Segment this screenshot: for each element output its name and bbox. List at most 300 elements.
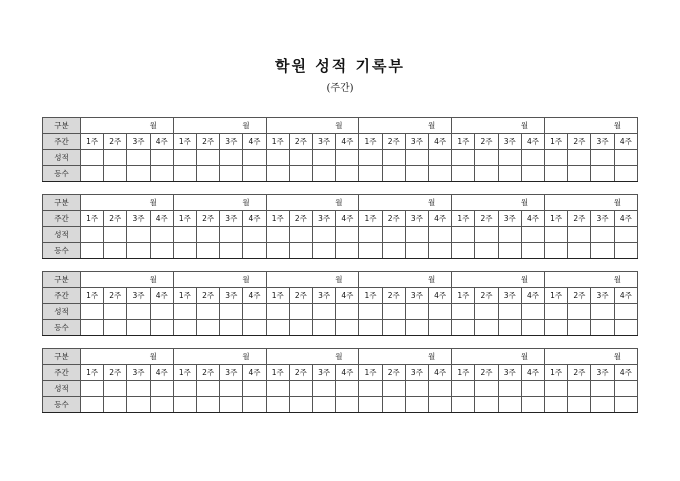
grade-cell[interactable] xyxy=(521,381,544,397)
week-cell: 3주 xyxy=(313,288,336,304)
grade-cell[interactable] xyxy=(452,150,475,166)
category-label: 구분 xyxy=(43,272,81,288)
rank-cell[interactable] xyxy=(405,397,428,413)
rank-cell[interactable] xyxy=(498,320,521,336)
week-cell: 3주 xyxy=(405,134,428,150)
week-cell: 3주 xyxy=(405,365,428,381)
grade-cell[interactable] xyxy=(220,304,243,320)
grade-cell[interactable] xyxy=(289,381,312,397)
rank-cell[interactable] xyxy=(336,320,359,336)
week-cell: 2주 xyxy=(382,211,405,227)
rank-cell[interactable] xyxy=(313,243,336,259)
month-cell[interactable]: 월 xyxy=(359,195,452,211)
grade-label: 성적 xyxy=(43,227,81,243)
week-cell: 1주 xyxy=(452,288,475,304)
grade-cell[interactable] xyxy=(243,304,266,320)
rank-cell[interactable] xyxy=(429,166,452,182)
grade-cell[interactable] xyxy=(405,150,428,166)
rank-cell[interactable] xyxy=(452,320,475,336)
week-cell: 1주 xyxy=(545,365,568,381)
rank-cell[interactable] xyxy=(243,166,266,182)
rank-cell[interactable] xyxy=(429,397,452,413)
grade-cell[interactable] xyxy=(498,381,521,397)
week-cell: 2주 xyxy=(568,134,591,150)
grade-cell[interactable] xyxy=(521,304,544,320)
grade-cell[interactable] xyxy=(243,381,266,397)
month-cell[interactable]: 월 xyxy=(173,349,266,365)
month-cell[interactable]: 월 xyxy=(81,349,174,365)
rank-cell[interactable] xyxy=(266,397,289,413)
month-cell[interactable]: 월 xyxy=(452,195,545,211)
week-cell: 2주 xyxy=(104,211,127,227)
week-cell: 4주 xyxy=(614,211,637,227)
grade-cell[interactable] xyxy=(127,381,150,397)
month-cell[interactable]: 월 xyxy=(545,118,638,134)
rank-cell[interactable] xyxy=(405,243,428,259)
grade-cell[interactable] xyxy=(521,150,544,166)
rank-cell[interactable] xyxy=(429,243,452,259)
week-cell: 4주 xyxy=(336,134,359,150)
rank-cell[interactable] xyxy=(475,166,498,182)
rank-cell[interactable] xyxy=(545,166,568,182)
week-cell: 3주 xyxy=(591,288,614,304)
rank-cell[interactable] xyxy=(545,320,568,336)
grade-cell[interactable] xyxy=(452,381,475,397)
grade-cell[interactable] xyxy=(568,304,591,320)
rank-cell[interactable] xyxy=(452,397,475,413)
rank-cell[interactable] xyxy=(104,166,127,182)
week-cell: 2주 xyxy=(568,288,591,304)
week-cell: 1주 xyxy=(266,211,289,227)
rank-cell[interactable] xyxy=(197,320,220,336)
rank-cell[interactable] xyxy=(173,397,196,413)
rank-cell[interactable] xyxy=(127,166,150,182)
grade-cell[interactable] xyxy=(104,304,127,320)
rank-cell[interactable] xyxy=(591,166,614,182)
rank-cell[interactable] xyxy=(173,320,196,336)
week-cell: 3주 xyxy=(498,288,521,304)
month-cell[interactable]: 월 xyxy=(81,272,174,288)
month-cell[interactable]: 월 xyxy=(545,195,638,211)
rank-cell[interactable] xyxy=(289,320,312,336)
grade-cell[interactable] xyxy=(220,227,243,243)
rank-cell[interactable] xyxy=(591,243,614,259)
rank-cell[interactable] xyxy=(336,397,359,413)
category-label: 구분 xyxy=(43,349,81,365)
month-cell[interactable]: 월 xyxy=(266,349,359,365)
week-cell: 1주 xyxy=(266,365,289,381)
grade-cell[interactable] xyxy=(173,227,196,243)
rank-cell[interactable] xyxy=(521,166,544,182)
rank-cell[interactable] xyxy=(197,243,220,259)
week-cell: 1주 xyxy=(359,288,382,304)
week-cell: 2주 xyxy=(475,365,498,381)
week-cell: 2주 xyxy=(289,288,312,304)
week-cell: 3주 xyxy=(127,288,150,304)
rank-cell[interactable] xyxy=(405,166,428,182)
grade-cell[interactable] xyxy=(382,304,405,320)
grade-cell[interactable] xyxy=(591,227,614,243)
grade-cell[interactable] xyxy=(220,150,243,166)
week-cell: 2주 xyxy=(475,134,498,150)
grade-cell[interactable] xyxy=(382,381,405,397)
grade-cell[interactable] xyxy=(475,304,498,320)
grade-label: 성적 xyxy=(43,381,81,397)
week-cell: 4주 xyxy=(429,288,452,304)
rank-cell[interactable] xyxy=(521,320,544,336)
grade-cell[interactable] xyxy=(81,227,104,243)
rank-cell[interactable] xyxy=(382,166,405,182)
grade-cell[interactable] xyxy=(475,381,498,397)
week-cell: 2주 xyxy=(475,288,498,304)
grade-cell[interactable] xyxy=(197,150,220,166)
week-cell: 4주 xyxy=(336,365,359,381)
month-cell[interactable]: 월 xyxy=(266,195,359,211)
grade-cell[interactable] xyxy=(382,227,405,243)
rank-cell[interactable] xyxy=(498,397,521,413)
grade-cell[interactable] xyxy=(568,381,591,397)
grade-cell[interactable] xyxy=(614,381,637,397)
grade-cell[interactable] xyxy=(336,150,359,166)
rank-cell[interactable] xyxy=(452,243,475,259)
week-cell: 4주 xyxy=(336,211,359,227)
rank-cell[interactable] xyxy=(313,397,336,413)
week-cell: 1주 xyxy=(359,365,382,381)
month-cell[interactable]: 월 xyxy=(359,272,452,288)
week-cell: 1주 xyxy=(359,134,382,150)
rank-cell[interactable] xyxy=(614,243,637,259)
grade-cell[interactable] xyxy=(220,381,243,397)
rank-cell[interactable] xyxy=(452,166,475,182)
week-cell: 3주 xyxy=(313,365,336,381)
rank-cell[interactable] xyxy=(568,397,591,413)
week-cell: 1주 xyxy=(452,211,475,227)
week-cell: 2주 xyxy=(382,134,405,150)
grade-cell[interactable] xyxy=(150,150,173,166)
week-cell: 3주 xyxy=(498,134,521,150)
week-cell: 3주 xyxy=(127,134,150,150)
rank-cell[interactable] xyxy=(150,243,173,259)
week-cell: 1주 xyxy=(452,365,475,381)
grade-cell[interactable] xyxy=(104,150,127,166)
grade-cell[interactable] xyxy=(591,304,614,320)
grade-cell[interactable] xyxy=(591,150,614,166)
week-cell: 4주 xyxy=(243,365,266,381)
week-cell: 1주 xyxy=(173,211,196,227)
rank-cell[interactable] xyxy=(475,320,498,336)
rank-cell[interactable] xyxy=(150,166,173,182)
rank-cell[interactable] xyxy=(266,166,289,182)
grade-cell[interactable] xyxy=(591,381,614,397)
week-cell: 1주 xyxy=(545,288,568,304)
grade-cell[interactable] xyxy=(127,304,150,320)
week-cell: 2주 xyxy=(104,134,127,150)
grade-cell[interactable] xyxy=(475,150,498,166)
month-cell[interactable]: 월 xyxy=(266,118,359,134)
grade-cell[interactable] xyxy=(289,227,312,243)
grade-cell[interactable] xyxy=(81,304,104,320)
grade-cell[interactable] xyxy=(266,227,289,243)
month-cell[interactable]: 월 xyxy=(545,349,638,365)
rank-cell[interactable] xyxy=(614,397,637,413)
grade-cell[interactable] xyxy=(104,227,127,243)
grade-cell[interactable] xyxy=(266,381,289,397)
grade-cell[interactable] xyxy=(405,227,428,243)
rank-cell[interactable] xyxy=(313,320,336,336)
grade-cell[interactable] xyxy=(266,304,289,320)
rank-cell[interactable] xyxy=(220,243,243,259)
week-cell: 4주 xyxy=(521,211,544,227)
rank-cell[interactable] xyxy=(568,243,591,259)
rank-cell[interactable] xyxy=(591,320,614,336)
month-cell[interactable]: 월 xyxy=(266,272,359,288)
rank-cell[interactable] xyxy=(266,243,289,259)
rank-label: 등수 xyxy=(43,397,81,413)
week-label: 주간 xyxy=(43,211,81,227)
week-cell: 3주 xyxy=(405,211,428,227)
month-cell[interactable]: 월 xyxy=(359,118,452,134)
rank-cell[interactable] xyxy=(475,397,498,413)
grade-cell[interactable] xyxy=(405,304,428,320)
week-cell: 1주 xyxy=(545,211,568,227)
rank-cell[interactable] xyxy=(289,166,312,182)
rank-cell[interactable] xyxy=(382,397,405,413)
week-cell: 1주 xyxy=(359,211,382,227)
week-cell: 1주 xyxy=(81,211,104,227)
month-cell[interactable]: 월 xyxy=(452,272,545,288)
grade-cell[interactable] xyxy=(197,227,220,243)
grade-cell[interactable] xyxy=(521,227,544,243)
grade-cell[interactable] xyxy=(243,227,266,243)
rank-cell[interactable] xyxy=(197,397,220,413)
grade-cell[interactable] xyxy=(289,304,312,320)
rank-cell[interactable] xyxy=(220,397,243,413)
grade-cell[interactable] xyxy=(429,150,452,166)
grade-cell[interactable] xyxy=(475,227,498,243)
grade-cell[interactable] xyxy=(498,304,521,320)
rank-cell[interactable] xyxy=(498,166,521,182)
grade-cell[interactable] xyxy=(359,227,382,243)
rank-cell[interactable] xyxy=(405,320,428,336)
rank-cell[interactable] xyxy=(266,320,289,336)
rank-cell[interactable] xyxy=(568,166,591,182)
grade-cell[interactable] xyxy=(104,381,127,397)
rank-cell[interactable] xyxy=(104,243,127,259)
week-cell: 2주 xyxy=(104,288,127,304)
rank-cell[interactable] xyxy=(127,320,150,336)
week-cell: 4주 xyxy=(521,134,544,150)
week-cell: 2주 xyxy=(568,211,591,227)
grade-cell[interactable] xyxy=(545,227,568,243)
rank-label: 등수 xyxy=(43,243,81,259)
grade-cell[interactable] xyxy=(313,381,336,397)
rank-cell[interactable] xyxy=(429,320,452,336)
week-label: 주간 xyxy=(43,288,81,304)
week-cell: 3주 xyxy=(591,365,614,381)
week-cell: 2주 xyxy=(568,365,591,381)
grade-cell[interactable] xyxy=(429,381,452,397)
week-cell: 1주 xyxy=(452,134,475,150)
grade-cell[interactable] xyxy=(498,150,521,166)
rank-cell[interactable] xyxy=(591,397,614,413)
grade-cell[interactable] xyxy=(614,227,637,243)
rank-cell[interactable] xyxy=(545,397,568,413)
month-cell[interactable]: 월 xyxy=(452,349,545,365)
grade-cell[interactable] xyxy=(173,381,196,397)
rank-cell[interactable] xyxy=(568,320,591,336)
rank-cell[interactable] xyxy=(150,320,173,336)
grade-cell[interactable] xyxy=(405,381,428,397)
rank-cell[interactable] xyxy=(243,397,266,413)
rank-cell[interactable] xyxy=(614,320,637,336)
grade-cell[interactable] xyxy=(197,304,220,320)
week-cell: 4주 xyxy=(150,288,173,304)
week-cell: 3주 xyxy=(127,365,150,381)
grade-cell[interactable] xyxy=(614,150,637,166)
grade-cell[interactable] xyxy=(336,381,359,397)
grade-cell[interactable] xyxy=(382,150,405,166)
grade-cell[interactable] xyxy=(197,381,220,397)
grade-cell[interactable] xyxy=(452,227,475,243)
grade-cell[interactable] xyxy=(173,150,196,166)
rank-cell[interactable] xyxy=(104,397,127,413)
rank-label: 등수 xyxy=(43,320,81,336)
week-cell: 2주 xyxy=(289,365,312,381)
rank-cell[interactable] xyxy=(336,166,359,182)
grade-cell[interactable] xyxy=(545,304,568,320)
rank-cell[interactable] xyxy=(313,166,336,182)
grade-cell[interactable] xyxy=(150,227,173,243)
rank-cell[interactable] xyxy=(336,243,359,259)
rank-cell[interactable] xyxy=(498,243,521,259)
week-cell: 4주 xyxy=(150,365,173,381)
rank-cell[interactable] xyxy=(127,243,150,259)
rank-cell[interactable] xyxy=(521,397,544,413)
page-title: 학원 성적 기록부 xyxy=(275,57,405,75)
rank-cell[interactable] xyxy=(359,397,382,413)
grade-cell[interactable] xyxy=(173,304,196,320)
rank-cell[interactable] xyxy=(81,166,104,182)
grade-cell[interactable] xyxy=(336,227,359,243)
month-cell[interactable]: 월 xyxy=(81,195,174,211)
rank-cell[interactable] xyxy=(382,243,405,259)
rank-cell[interactable] xyxy=(289,397,312,413)
month-cell[interactable]: 월 xyxy=(452,118,545,134)
grade-cell[interactable] xyxy=(313,304,336,320)
week-cell: 4주 xyxy=(521,288,544,304)
grade-cell[interactable] xyxy=(545,381,568,397)
rank-cell[interactable] xyxy=(243,320,266,336)
week-cell: 1주 xyxy=(81,365,104,381)
category-label: 구분 xyxy=(43,118,81,134)
grade-cell[interactable] xyxy=(243,150,266,166)
grade-cell[interactable] xyxy=(359,381,382,397)
week-cell: 4주 xyxy=(243,288,266,304)
week-cell: 1주 xyxy=(81,288,104,304)
week-label: 주간 xyxy=(43,365,81,381)
grade-cell[interactable] xyxy=(359,150,382,166)
rank-cell[interactable] xyxy=(614,166,637,182)
grade-cell[interactable] xyxy=(452,304,475,320)
rank-cell[interactable] xyxy=(382,320,405,336)
rank-cell[interactable] xyxy=(359,166,382,182)
month-cell[interactable]: 월 xyxy=(81,118,174,134)
week-cell: 3주 xyxy=(220,211,243,227)
page-subtitle: (주간) xyxy=(326,83,354,94)
grade-cell[interactable] xyxy=(545,150,568,166)
grade-label: 성적 xyxy=(43,150,81,166)
week-cell: 4주 xyxy=(614,134,637,150)
grade-cell[interactable] xyxy=(81,150,104,166)
month-cell[interactable]: 월 xyxy=(173,118,266,134)
month-cell[interactable]: 월 xyxy=(359,349,452,365)
month-cell[interactable]: 월 xyxy=(545,272,638,288)
grade-cell[interactable] xyxy=(359,304,382,320)
week-cell: 4주 xyxy=(429,211,452,227)
record-table xyxy=(42,194,638,259)
grade-cell[interactable] xyxy=(127,227,150,243)
rank-cell[interactable] xyxy=(475,243,498,259)
grade-cell[interactable] xyxy=(568,150,591,166)
grade-cell[interactable] xyxy=(150,304,173,320)
rank-cell[interactable] xyxy=(81,320,104,336)
week-cell: 3주 xyxy=(591,134,614,150)
grade-cell[interactable] xyxy=(266,150,289,166)
week-cell: 3주 xyxy=(591,211,614,227)
rank-cell[interactable] xyxy=(150,397,173,413)
grade-cell[interactable] xyxy=(289,150,312,166)
rank-cell[interactable] xyxy=(173,166,196,182)
week-cell: 4주 xyxy=(243,134,266,150)
rank-cell[interactable] xyxy=(521,243,544,259)
month-cell[interactable]: 월 xyxy=(173,272,266,288)
grade-cell[interactable] xyxy=(127,150,150,166)
week-cell: 2주 xyxy=(104,365,127,381)
rank-cell[interactable] xyxy=(197,166,220,182)
grade-cell[interactable] xyxy=(429,304,452,320)
week-cell: 2주 xyxy=(382,365,405,381)
record-table xyxy=(42,348,638,413)
grade-cell[interactable] xyxy=(614,304,637,320)
week-cell: 2주 xyxy=(289,134,312,150)
rank-cell[interactable] xyxy=(127,397,150,413)
grade-cell[interactable] xyxy=(313,150,336,166)
rank-cell[interactable] xyxy=(359,320,382,336)
grade-cell[interactable] xyxy=(313,227,336,243)
week-cell: 3주 xyxy=(313,134,336,150)
rank-cell[interactable] xyxy=(243,243,266,259)
grade-cell[interactable] xyxy=(336,304,359,320)
rank-cell[interactable] xyxy=(104,320,127,336)
rank-cell[interactable] xyxy=(81,243,104,259)
rank-cell[interactable] xyxy=(173,243,196,259)
rank-cell[interactable] xyxy=(545,243,568,259)
rank-cell[interactable] xyxy=(289,243,312,259)
rank-cell[interactable] xyxy=(220,166,243,182)
grade-cell[interactable] xyxy=(568,227,591,243)
rank-cell[interactable] xyxy=(359,243,382,259)
week-cell: 4주 xyxy=(521,365,544,381)
rank-cell[interactable] xyxy=(220,320,243,336)
grade-cell[interactable] xyxy=(429,227,452,243)
week-cell: 4주 xyxy=(336,288,359,304)
grade-cell[interactable] xyxy=(498,227,521,243)
month-cell[interactable]: 월 xyxy=(173,195,266,211)
grade-cell[interactable] xyxy=(150,381,173,397)
rank-cell[interactable] xyxy=(81,397,104,413)
grade-cell[interactable] xyxy=(81,381,104,397)
week-cell: 2주 xyxy=(197,288,220,304)
